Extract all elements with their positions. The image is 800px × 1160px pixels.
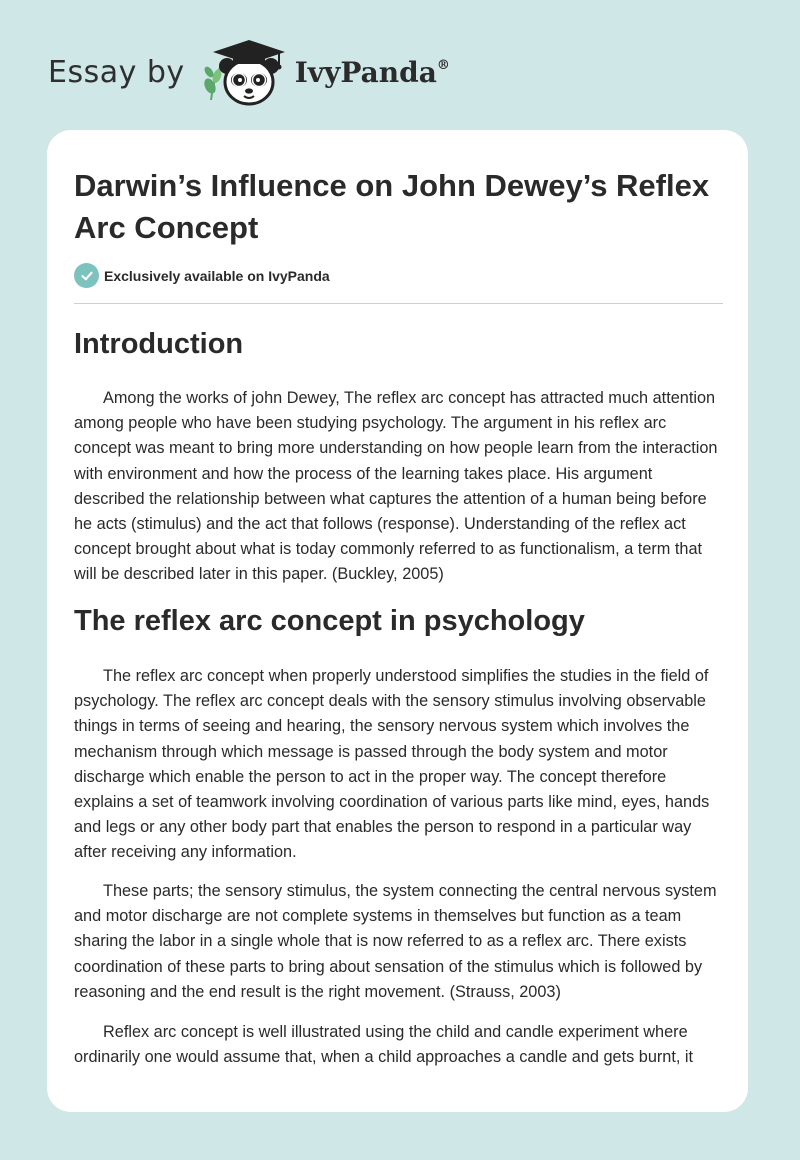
paragraph: These parts; the sensory stimulus, the system connecting the central nervous system and motor discharge are not complete systems in themselves but function as a team sharing the labor in a single whole that is now referred to as a reflex arc. There exists coordination of these parts to bring about sensation of the stimulus which is followed by reasoning and the end result is the right movement. (Strauss, 2003) xyxy=(74,882,717,1001)
paragraph: The reflex arc concept when properly understood simplifies the studies in the field of psychology. The reflex arc concept deals with the sensory stimulus involving observable things in terms of seeing and hearing, the sensory nervous system which involves the mechanism through which message is passed through the body system and motor discharge which enable the person to act in the proper way. The concept therefore explains a set of teamwork involving coordination of various parts like mind, eyes, hands and legs or any other body part that enables the person to respond in a particular way after receiving any information. xyxy=(74,667,710,862)
title-divider xyxy=(74,303,723,304)
paragraph: Reflex arc concept is well illustrated using the child and candle experiment where ordinarily one would assume that, when a child approaches a candle and gets burnt, it xyxy=(74,1023,694,1067)
registered-mark: ® xyxy=(436,57,450,73)
exclusive-badge-text: Exclusively available on IvyPanda xyxy=(104,267,330,284)
section-heading-reflex-arc: The reflex arc concept in psychology xyxy=(74,605,585,637)
essay-card xyxy=(47,130,748,1112)
exclusive-badge xyxy=(74,263,330,288)
essay-title: Darwin’s Influence on John Dewey’s Reflex Arc Concept xyxy=(74,168,710,245)
brand-prefix: Essay by xyxy=(48,54,185,90)
section-heading-introduction: Introduction xyxy=(74,328,244,360)
paragraph: Among the works of john Dewey, The reflex arc concept has attracted much attention among people who have been studying psychology. The argument in his reflex arc concept was meant to bring more understanding on how people learn from the interaction with environment and how the process of the learning takes place. His argument described the relationship between what captures the attention of a human being before he acts (stimulus) and the act that follows (response). Understanding of the reflex act concept brought about what is today commonly referred to as functionalism, a term that will be described later in this paper. (Buckley, 2005) xyxy=(74,389,718,584)
brand-name[interactable]: IvyPanda® xyxy=(294,55,450,89)
brand-header xyxy=(48,36,450,108)
check-circle-icon xyxy=(74,263,99,288)
panda-logo-icon[interactable] xyxy=(199,36,291,108)
